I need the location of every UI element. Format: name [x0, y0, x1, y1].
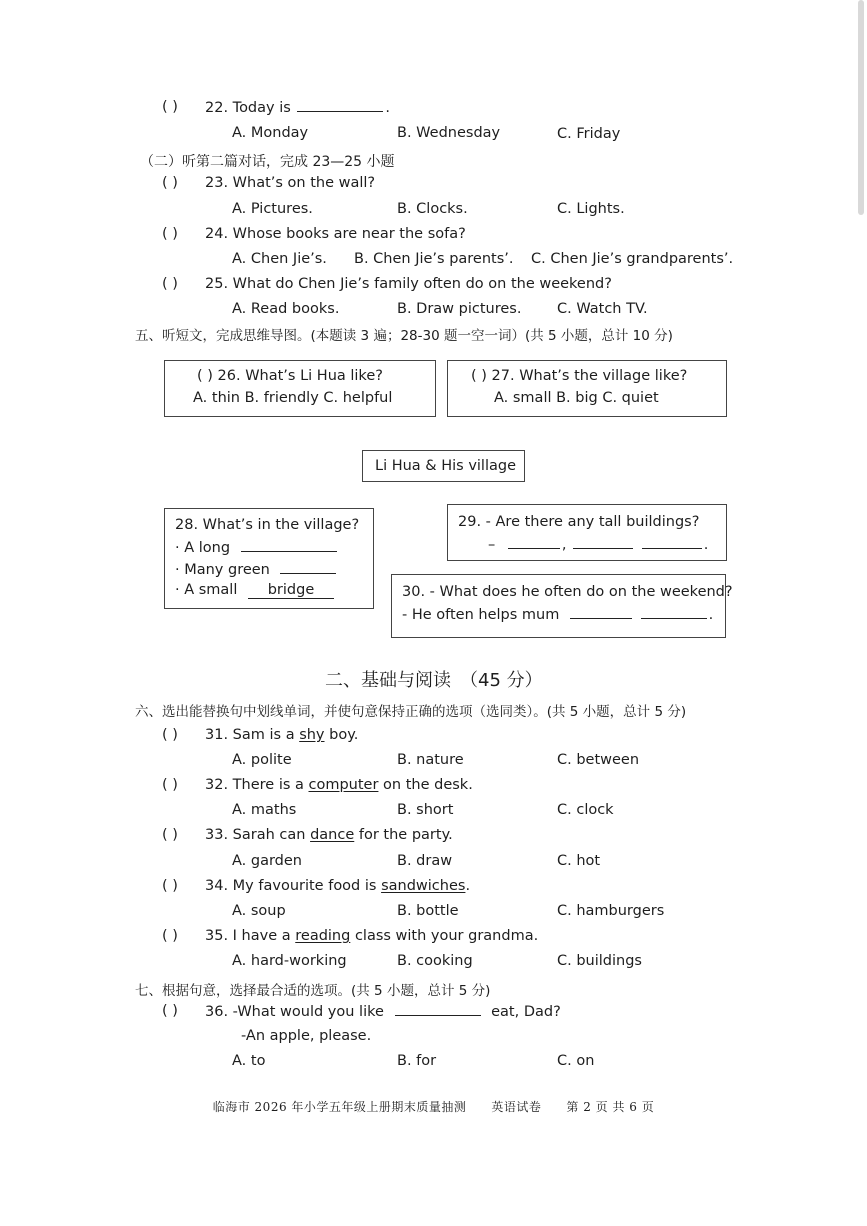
answer-blank[interactable]	[297, 99, 383, 112]
question-32: 32. There is a computer on the desk.	[205, 777, 473, 793]
option-c: C. hot	[557, 853, 601, 869]
option-b: B. for	[397, 1053, 437, 1069]
mindmap-center	[362, 450, 525, 482]
mindmap-q28-item: · A small bridge	[175, 582, 334, 599]
option-b: B. draw	[397, 853, 453, 869]
answer-blank[interactable]	[241, 539, 337, 552]
answer-blank[interactable]	[280, 561, 336, 574]
answer-blank[interactable]	[508, 536, 560, 549]
dialogue-reply: -An apple, please.	[241, 1028, 372, 1044]
scrollbar[interactable]	[858, 0, 864, 215]
underlined-word: computer	[308, 777, 379, 793]
answer-blank[interactable]	[570, 606, 632, 619]
mindmap-q28-title: 28. What’s in the village?	[175, 517, 360, 533]
option-b: B. cooking	[397, 953, 473, 969]
option-a: A. Chen Jie’s.	[232, 251, 327, 267]
option-c: C. between	[557, 752, 640, 768]
option-a: A. Read books.	[232, 301, 340, 317]
question-25	[205, 276, 612, 292]
question-22	[205, 99, 390, 116]
question-33: 33. Sarah can dance for the party.	[205, 827, 453, 843]
answer-bracket[interactable]: ( )	[162, 175, 178, 191]
option-c: C. hamburgers	[557, 903, 665, 919]
section-7-heading: 七、根据句意，选择最合适的选项。(共 5 小题，总计 5 分)	[135, 983, 491, 999]
option-c: C. Watch TV.	[557, 301, 648, 317]
question-35: 35. I have a reading class with your grandma.	[205, 928, 539, 944]
question-number: 34.	[205, 878, 229, 894]
answer-blank[interactable]	[395, 1003, 481, 1016]
question-number: 24.	[205, 226, 229, 242]
question-number: 33.	[205, 827, 229, 843]
underlined-word: sandwiches	[381, 878, 466, 894]
answer-bracket[interactable]: ( )	[162, 928, 178, 944]
mindmap-q28-item: · Many green	[175, 561, 338, 578]
answer-bracket[interactable]: ( )	[162, 1003, 178, 1019]
answer-bracket[interactable]: ( )	[162, 777, 178, 793]
answer-bracket[interactable]: ( )	[162, 99, 178, 115]
mindmap-box-26	[164, 360, 436, 417]
option-c: C. Friday	[557, 126, 621, 142]
option-c: C. Chen Jie’s grandparents’.	[531, 251, 734, 267]
answer-bracket[interactable]: ( )	[162, 226, 178, 242]
mindmap-box-29	[447, 504, 727, 561]
question-number: 23.	[205, 175, 229, 191]
option-a: A. Monday	[232, 125, 309, 141]
option-b: B. nature	[397, 752, 464, 768]
mindmap-q28-item: · A long	[175, 539, 339, 556]
part-two-title: 二、基础与阅读 （45 分）	[325, 670, 543, 691]
question-36: 36. -What would you like eat, Dad?	[205, 1004, 561, 1020]
underlined-word: reading	[295, 928, 351, 944]
option-b: B. Chen Jie’s parents’.	[354, 251, 514, 267]
option-a: A. Pictures.	[232, 201, 313, 217]
mindmap-q27-stem: ( ) 27. What’s the village like?	[471, 368, 688, 384]
mindmap-q26-options: A. thin B. friendly C. helpful	[193, 390, 393, 406]
mindmap-box-27	[447, 360, 727, 417]
question-end: .	[385, 100, 391, 116]
question-23	[205, 175, 375, 191]
option-b: B. Draw pictures.	[397, 301, 522, 317]
question-stem: Whose books are near the sofa?	[232, 226, 466, 242]
question-stem: Today is	[232, 100, 291, 116]
question-number: 32.	[205, 777, 229, 793]
mindmap-center-label: Li Hua & His village	[375, 458, 516, 474]
option-c: C. Lights.	[557, 201, 625, 217]
option-a: A. hard-working	[232, 953, 347, 969]
question-number: 31.	[205, 727, 229, 743]
option-b: B. short	[397, 802, 454, 818]
question-stem: What’s on the wall?	[232, 175, 376, 191]
option-b: B. bottle	[397, 903, 459, 919]
mindmap-q27-options: A. small B. big C. quiet	[494, 390, 659, 406]
question-31: 31. Sam is a shy boy.	[205, 727, 359, 743]
question-stem: What do Chen Jie’s family often do on the weekend?	[232, 276, 612, 292]
option-a: A. garden	[232, 853, 302, 869]
underlined-word: shy	[299, 727, 325, 743]
option-b: B. Clocks.	[397, 201, 468, 217]
section-5-heading: 五、听短文，完成思维导图。(本题读 3 遍；28-30 题一空一词）(共 5 小题，总计 10 分)	[135, 328, 673, 344]
mindmap-q29-title: 29. - Are there any tall buildings?	[458, 514, 700, 530]
answer-bracket[interactable]: ( )	[162, 727, 178, 743]
section-6-heading: 六、选出能替换句中划线单词，并使句意保持正确的选项（选同类）。(共 5 小题，总计 5 分)	[135, 704, 687, 720]
question-34: 34. My favourite food is sandwiches.	[205, 878, 471, 894]
example-answer: bridge	[248, 582, 334, 599]
answer-bracket[interactable]: ( )	[162, 827, 178, 843]
option-c: C. on	[557, 1053, 595, 1069]
option-a: A. to	[232, 1053, 266, 1069]
answer-blank[interactable]	[641, 606, 707, 619]
question-number: 25.	[205, 276, 229, 292]
underlined-word: dance	[310, 827, 355, 843]
option-c: C. clock	[557, 802, 614, 818]
option-a: A. maths	[232, 802, 297, 818]
mindmap-q30-answer-line: - He often helps mum .	[402, 607, 714, 623]
answer-bracket[interactable]: ( )	[162, 878, 178, 894]
answer-blank[interactable]	[642, 536, 702, 549]
option-b: B. Wednesday	[397, 125, 501, 141]
mindmap-q26-stem: ( ) 26. What’s Li Hua like?	[197, 368, 383, 384]
question-24	[205, 226, 466, 242]
option-c: C. buildings	[557, 953, 642, 969]
option-a: A. soup	[232, 903, 286, 919]
page-footer: 临海市 2026 年小学五年级上册期末质量抽测 英语试卷 第 2 页 共 6 页	[212, 1100, 655, 1114]
listening-part-heading: （二）听第二篇对话，完成 23—25 小题	[140, 154, 395, 170]
mindmap-q30-title: 30. - What does he often do on the weekend?	[402, 584, 733, 600]
question-number: 36.	[205, 1004, 229, 1020]
answer-bracket[interactable]: ( )	[162, 276, 178, 292]
question-number: 35.	[205, 928, 229, 944]
question-number: 22.	[205, 100, 229, 116]
mindmap-q29-answer-line: – , .	[488, 537, 709, 553]
mindmap-box-30	[391, 574, 733, 638]
option-a: A. polite	[232, 752, 292, 768]
mindmap-box-28	[164, 508, 374, 609]
answer-blank[interactable]	[573, 536, 633, 549]
